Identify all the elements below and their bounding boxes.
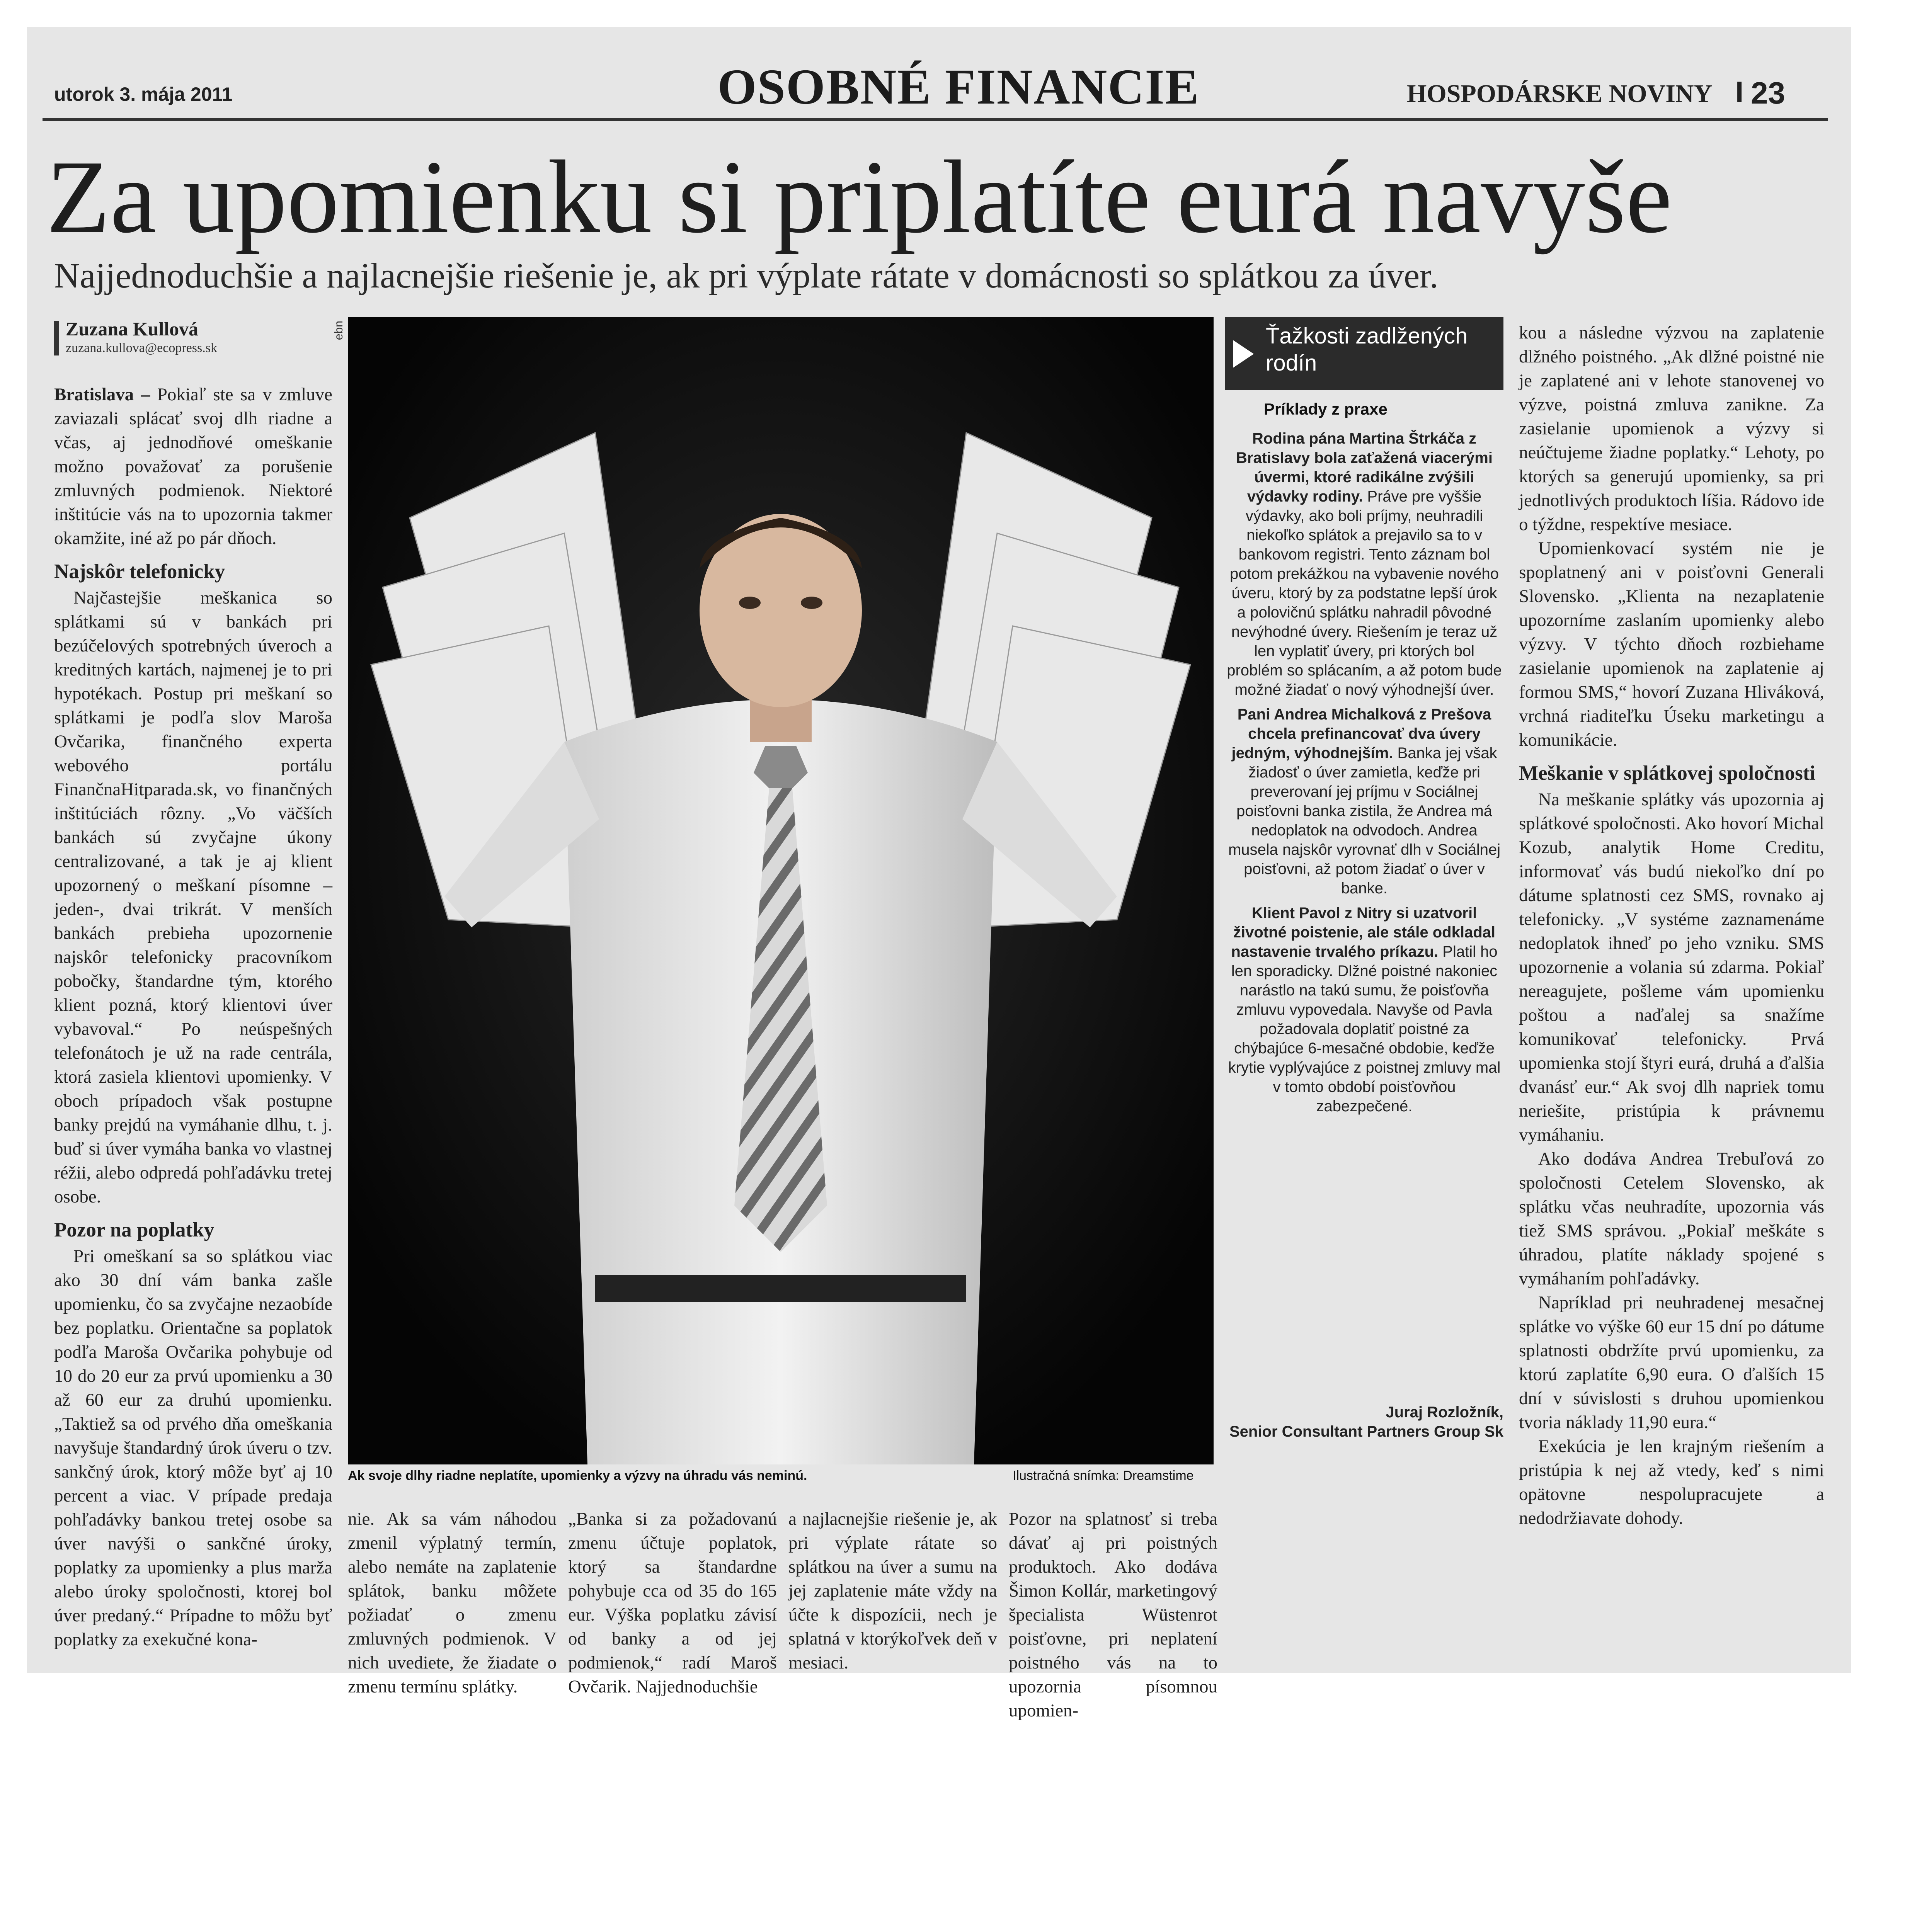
paragraph-cetelem: Ako dodáva Andrea Trebuľová zo spoločnosti Cetelem Slovensko, ak splátku včas neuhradíte, upozornia vás tiež SMS správou. „Pokiaľ meškáte s úhradou, platíte náklady spojené s vymáhaním pohľadávky.	[1519, 1149, 1824, 1289]
bottom-text-3: a najlacnejšie riešenie je, ak pri výplate rátate so splátkou na úver a sumu na jej zaplatenie máte vždy na účte k dispozícii, nech je splatná v ktorýkoľvek deň v mesiaci.	[788, 1509, 997, 1673]
sidebar-cases	[1225, 429, 1503, 1121]
paragraph-poplatky: Pri omeškaní sa so splátkou viac ako 30 dní vám banka zašle upomienku, čo sa zvyčajne nezaobíde bez poplatku. Orientačne sa poplatok podľa Maroša Ovčarika pohybuje od 10 do 20 eur za prvú upomienku a 30 až 60 eur za druhú upomienku. „Taktiež sa od prvého dňa omeškania navyšuje štandardný úrok úveru o tzv. sankčný úrok, ktorý môže byť aj 10 percent a viac. V prípade predaja pohľadávky bankou tretej osobe sa úver navýši o sankčné úroky, poplatky za upomienky a plus marža alebo úroky spoločnosti, ktorej bol úver predaný.“ Prípadne to môžu byť poplatky za exekučné kona-	[54, 1246, 332, 1650]
paragraph-telefonicky: Najčastejšie meškanica so splátkami sú v bankách pri bezúčelových spotrebných úveroch a kreditných kartách, najmenej je to pri hypotékach. Postup pri meškaní so splátkami je podľa slov Maroša Ovčarika, finančného experta webového portálu FinančnaHitparada.sk, vo finančných inštitúciách rôzny. „Vo väčších bankách sú zvyčajne úkony centralizované, a tak je aj klient upozornený o meškaní písomne – jeden-, dvai trikrát. V menších bankách prebieha upozornenie najskôr telefonicky pracovníkom pobočky, štandardne tým, ktorého klient pozná, ktorý klientovi úver vybavoval.“ Po neúspešných telefonátoch je už na rade centrála, ktorá zasiela klientovi upomienky. V oboch prípadoch však postupne banky prejdú na vymáhanie dlhu, t. j. buď si úver vymáha banka vo vlastnej réžii, alebo odpredá pohľadávku tretej osobe.	[54, 588, 332, 1207]
bottom-text-2: „Banka si za požadovanú zmenu účtuje poplatok, ktorý sa štandardne pohybuje cca od 35 do 165 eur. Výška poplatku závisí od banky a od jej podmienok,“ radí Maroš Ovčarik. Najjednoduchšie	[568, 1509, 777, 1697]
bottom-column-1	[348, 1507, 557, 1699]
sidebar-title: Ťažkosti zadlžených rodín	[1266, 323, 1468, 376]
signature-name: Juraj Rozložník,	[1386, 1404, 1503, 1421]
signature-role: Senior Consultant Partners Group Sk	[1229, 1423, 1503, 1440]
subheading-splatkova: Meškanie v splátkovej spoločnosti	[1519, 762, 1816, 784]
paragraph-priklad: Napríklad pri neuhradenej mesačnej splátke vo výške 60 eur 15 dní po dátume splatnosti obdržíte prvú upomienku, za ktorú zaplatíte 6,90 eura. O ďalších 15 dní v súvislosti s druhou upomienkou tvoria náklady 11,90 eura.“	[1519, 1293, 1824, 1432]
bottom-column-3	[788, 1507, 997, 1675]
case-3-text: Platil ho len sporadicky. Dlžné poistné nakoniec narástlo na takú sumu, že poisťovňa zmluvu vypovedala. Navyše od Pavla požadovala doplatiť poistné za chýbajúce 6-mesačné obdobie, keďže krytie vyplývajúce z poistnej zmluvy mal v tomto období poisťovňou zabezpečené.	[1228, 943, 1501, 1115]
bottom-text-1: nie. Ak sa vám náhodou zmenil výplatný termín, alebo nemáte na zaplatenie splátok, banku môžete požiadať o zmenu zmluvných podmienok. V nich uvediete, že žiadate o zmenu termínu splátky.	[348, 1509, 557, 1697]
article-deck: Najjednoduchšie a najlacnejšie riešenie je, ak pri výplate rátate v domácnosti so splátkou za úver.	[54, 256, 1439, 295]
case-1-text: Práve pre vyššie výdavky, ako boli príjmy, neuhradili niekoľko splátok a prejavilo sa to v bankovom registri. Tento záznam bol potom prekážkou na vybavenie nového úveru, ktorý by za podstatne lepší úrok a polovičnú splátku nahradil pôvodné nevýhodné úvery. Riešením je teraz už len vyplatiť úvery, pri ktorých bol problém so splácaním, a až potom bude možné žiadať o nový výhodnejší úver.	[1227, 488, 1502, 698]
intro-paragraph	[54, 383, 332, 550]
case-2-text: Banka jej však žiadosť o úver zamietla, keďže pri preverovaní jej príjmu v Sociálnej poisťovni banka zistila, že Andrea má nedoplatok na odvodoch. Andrea musela najskôr vyrovnať dlh v Sociálnej poisťovni, až potom žiadať o úver v banke.	[1228, 745, 1501, 897]
article-column-4	[1519, 321, 1824, 1530]
article-photo	[348, 317, 1214, 1464]
agency-logo: ebn	[332, 321, 345, 340]
masthead-rule	[43, 118, 1828, 121]
photo-caption: Ak svoje dlhy riadne neplatíte, upomienky a výzvy na úhradu vás neminú.	[348, 1468, 807, 1483]
dateline: Bratislava –	[54, 384, 150, 405]
subheading-telefonicky: Najskôr telefonicky	[54, 560, 225, 583]
bottom-text-4: Pozor na splatnosť si treba dávať aj pri poistných produktoch. Ako dodáva Šimon Kollár, marketingový špecialista Wüstenrot poisťovne, pri neplatení poistného vás na to upozornia písomnou upomien-	[1009, 1509, 1217, 1721]
man-with-papers-illustration	[348, 317, 1214, 1464]
case-3	[1225, 903, 1503, 1116]
masthead-separator: I	[1735, 76, 1744, 109]
paragraph-generali: Upomienkovací systém nie je spoplatnený ani v poisťovni Generali Slovensko. „Klienta na nezaplatenie upozorníme zaslaním upomienky alebo výzvy. V týchto dňoch rozbiehame zasielanie upomienok na zaplatenie aj formou SMS,“ hovorí Zuzana Hliváková, vrchná riaditeľku Úseku marketingu a komunikácie.	[1519, 538, 1824, 750]
sidebar-signature	[1225, 1403, 1503, 1441]
bottom-column-2	[568, 1507, 777, 1699]
case-2	[1225, 705, 1503, 898]
sidebar-subtitle: Príklady z praxe	[1264, 400, 1388, 418]
article-column-1	[54, 383, 332, 1651]
paragraph-home-credit: Na meškanie splátky vás upozornia aj splátkové spoločnosti. Ako hovorí Michal Kozub, analytik Home Creditu, informovať vás budú niekoľko dní po dátume splatnosti cez SMS, rovnako aj telefonicky. „V systéme zaznamenáme nedoplatok ihneď po jeho vzniku. SMS upozornenie a volania sú zdarma. Pokiaľ nereagujete, pošleme vám upomienku poštou a naďalej sa snažíme komunikovať telefonicky. Prvá upomienka stojí štyri eurá, druhá a ďalšia dvanásť eur.“ Ak svoj dlh napriek tomu neriešite, pristúpia k právnemu vymáhaniu.	[1519, 789, 1824, 1145]
bottom-column-4	[1009, 1507, 1217, 1723]
section-title: OSOBNÉ FINANCIE	[717, 59, 1200, 115]
subheading-poplatky: Pozor na poplatky	[54, 1219, 215, 1241]
paragraph-exekucia: Exekúcia je len krajným riešením a pristúpia k nej až vtedy, keď s nimi opätovne nespolupracujete a nedodržiavate dohody.	[1519, 1436, 1824, 1528]
newspaper-name: HOSPODÁRSKE NOVINY	[1407, 80, 1713, 108]
paragraph-wustenrot: kou a následne výzvou na zaplatenie dlžného poistného. „Ak dlžné poistné nie je zaplatené ani v lehote stanovenej vo výzve, poistná zmluva zanikne. Za zasielanie upomienok a výzvy si neúčtujeme žiadne poplatky.“ Lehoty, po ktorých sa generujú upomienky, sa pri jednotlivých produktoch líšia. Rádovo ide o týždne, respektíve mesiace.	[1519, 323, 1824, 534]
author-bar	[54, 321, 59, 355]
case-1-lead: Rodina pána Martina Štrkáča z Bratislavy bola zaťažená viacerými úvermi, ktoré radikálne zvýšili výdavky rodiny.	[1236, 430, 1493, 505]
page-number: 23	[1751, 76, 1785, 110]
issue-date: utorok 3. mája 2011	[54, 83, 233, 105]
photo-credit: Ilustračná snímka: Dreamstime	[1013, 1468, 1194, 1483]
author-name: Zuzana Kullová	[66, 318, 199, 340]
case-2-lead: Pani Andrea Michalková z Prešova chcela prefinancovať dva úvery jedným, výhodnejším.	[1231, 706, 1491, 762]
article-headline: Za upomienku si priplatíte eurá navyše	[46, 139, 1672, 255]
intro-text: Pokiaľ ste sa v zmluve zaviazali splácať svoj dlh riadne a včas, aj jednodňové omeškanie možno považovať za porušenie zmluvných podmienok. Niektoré inštitúcie vás na to upozornia takmer okamžite, iné až po pár dňoch.	[54, 384, 332, 548]
case-1	[1225, 429, 1503, 699]
play-arrow-icon	[1233, 340, 1254, 368]
author-email: zuzana.kullova@ecopress.sk	[66, 341, 217, 355]
case-3-lead: Klient Pavol z Nitry si uzatvoril životné poistenie, ale stále odkladal nastavenie trvalého príkazu.	[1231, 905, 1495, 960]
